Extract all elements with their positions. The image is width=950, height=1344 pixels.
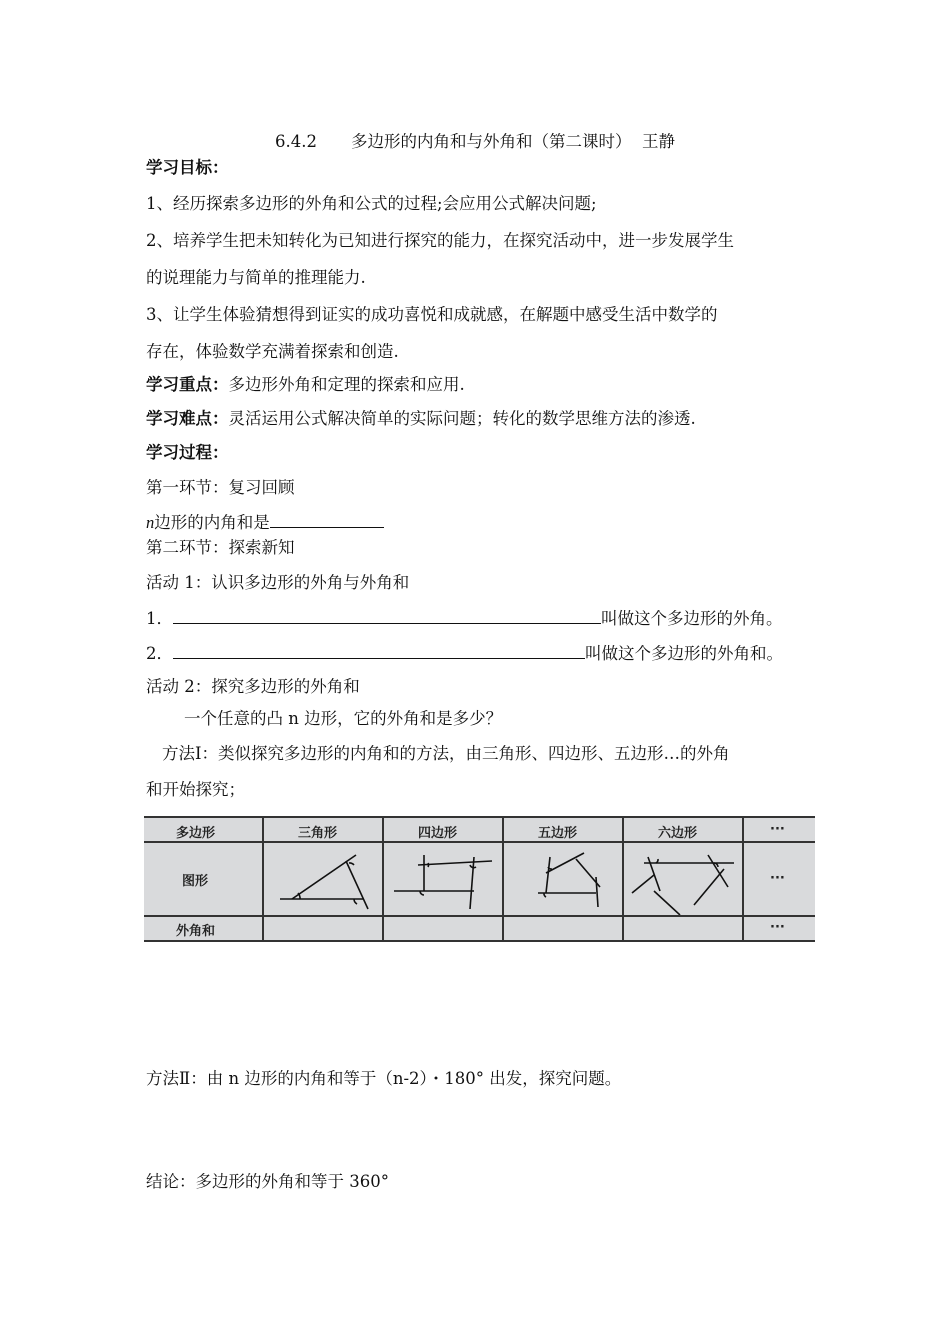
quadrilateral-figure [384, 843, 502, 915]
blank1-suffix: 叫做这个多边形的外角。 [601, 609, 783, 628]
table-border-top [144, 816, 815, 818]
row-header-figure: 图形 [182, 874, 209, 889]
process-heading: 学习过程： [146, 443, 229, 462]
row-header-polygon: 多边形 [176, 826, 216, 841]
table-col-divider [742, 816, 744, 942]
conclusion: 结论：多边形的外角和等于 360° [146, 1172, 389, 1191]
col-header-pentagon: 五边形 [538, 826, 578, 841]
triangle-figure [264, 843, 382, 915]
table-border-bottom [144, 940, 815, 942]
section1-heading: 第一环节：复习回顾 [146, 478, 295, 497]
blank2-answer[interactable] [173, 640, 585, 659]
key-point-label: 学习重点： [146, 375, 229, 394]
activity2-heading: 活动 2：探究多边形的外角和 [146, 677, 360, 696]
blank1-line [146, 605, 783, 630]
title-author: 王静 [641, 132, 675, 151]
col-header-quadrilateral: 四边形 [418, 826, 458, 841]
key-point-text: 多边形外角和定理的探索和应用. [228, 375, 465, 394]
hexagon-figure [624, 843, 742, 915]
activity1-heading: 活动 1：认识多边形的外角与外角和 [146, 573, 410, 592]
difficulty [146, 408, 696, 430]
method2: 方法Ⅱ：由 n 边形的内角和等于（n-2）・180° 出发，探究问题。 [146, 1069, 622, 1088]
objective-3-line1: 3、让学生体验猜想得到证实的成功喜悦和成就感，在解题中感受生活中数学的 [146, 305, 718, 324]
method1-line2: 和开始探究； [146, 780, 245, 799]
review-n: n [146, 513, 155, 532]
col-header-ellipsis: ··· [770, 822, 785, 837]
blank1-prefix: 1． [146, 609, 173, 628]
objective-2-line1: 2、培养学生把未知转化为已知进行探究的能力，在探究活动中，进一步发展学生 [146, 231, 734, 250]
method1-line1: 方法Ⅰ：类似探究多边形的内角和的方法，由三角形、四边形、五边形…的外角 [162, 744, 730, 763]
pentagon-figure [504, 843, 622, 915]
review-answer-blank[interactable] [270, 509, 384, 528]
sum-ellipsis: ··· [770, 920, 785, 935]
blank2-prefix: 2． [146, 644, 173, 663]
question: 一个任意的凸 n 边形，它的外角和是多少？ [184, 709, 503, 728]
blank2-line [146, 640, 783, 665]
title-text: 多边形的内角和与外角和（第二课时） [350, 132, 632, 151]
objective-2-line2: 的说理能力与简单的推理能力. [146, 268, 366, 287]
review-text: 边形的内角和是 [154, 513, 270, 532]
document-title [0, 128, 950, 152]
section2-heading: 第二环节：探索新知 [146, 538, 295, 557]
table-row-divider [144, 915, 815, 917]
exterior-angle-table [144, 816, 815, 942]
objectives-heading: 学习目标： [146, 158, 229, 177]
title-number: 6.4.2 [275, 132, 317, 151]
review-question [146, 509, 384, 534]
row-header-exterior-sum: 外角和 [176, 924, 216, 939]
col-header-hexagon: 六边形 [658, 826, 698, 841]
blank1-answer[interactable] [173, 605, 601, 624]
objective-1: 1、经历探索多边形的外角和公式的过程;会应用公式解决问题; [146, 194, 597, 213]
objective-3-line2: 存在，体验数学充满着探索和创造. [146, 342, 399, 361]
difficulty-text: 灵活运用公式解决简单的实际问题；转化的数学思维方法的渗透. [228, 409, 696, 428]
figure-ellipsis: ··· [770, 871, 785, 886]
difficulty-label: 学习难点： [146, 409, 229, 428]
key-point [146, 374, 465, 396]
blank2-suffix: 叫做这个多边形的外角和。 [585, 644, 783, 663]
col-header-triangle: 三角形 [298, 826, 338, 841]
